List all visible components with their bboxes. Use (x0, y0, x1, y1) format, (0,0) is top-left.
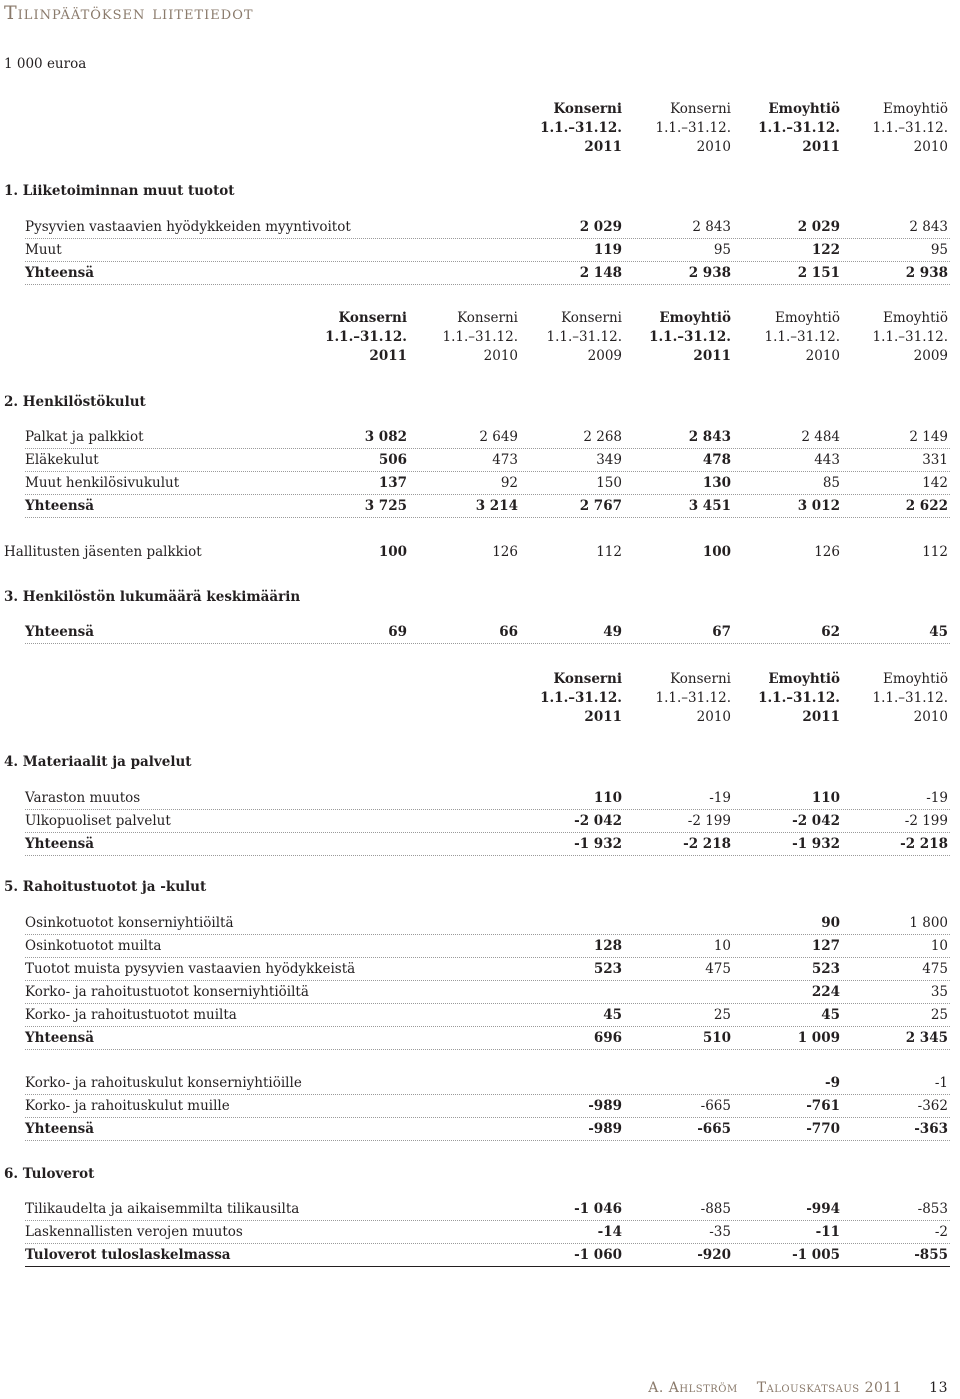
row-label: Palkat ja palkkiot (25, 429, 144, 445)
row-label: Yhteensä (25, 624, 95, 640)
row-value: 66 (499, 624, 518, 640)
row-label: Eläkekulut (25, 452, 99, 468)
row-label: Tilikaudelta ja aikaisemmilta tilikausilta (25, 1201, 300, 1217)
column-header (656, 670, 731, 727)
row-value: 127 (811, 938, 840, 954)
column-header-entity: Konserni (553, 671, 622, 687)
row-value: 2 938 (688, 265, 731, 281)
table-total-row (25, 495, 950, 518)
row-value: -11 (815, 1224, 840, 1240)
row-value: 224 (811, 984, 840, 1000)
row-value: 100 (702, 544, 731, 560)
column-header-year: 2010 (913, 139, 948, 155)
row-value: -362 (917, 1098, 948, 1114)
row-value: 349 (596, 452, 622, 468)
row-value: 100 (378, 544, 407, 560)
footer-company: A. Ahlström (648, 1380, 738, 1396)
column-header (656, 100, 731, 157)
row-label: Hallitusten jäsenten palkkiot (4, 544, 202, 560)
column-header-year: 2011 (802, 709, 840, 725)
row-value: 92 (500, 475, 518, 491)
table-total-row (25, 1118, 950, 1141)
column-header-year: 2010 (483, 348, 518, 364)
unit-label: 1 000 euroa (4, 56, 87, 72)
column-header (758, 100, 840, 157)
column-header-period: 1.1.–31.12. (655, 690, 731, 706)
page-footer (648, 1380, 948, 1396)
column-header-year: 2011 (584, 709, 622, 725)
row-value: 331 (922, 452, 948, 468)
row-value: 45 (603, 1007, 622, 1023)
row-value: -1 932 (574, 836, 622, 852)
row-value: 2 151 (797, 265, 840, 281)
row-label: Yhteensä (25, 498, 95, 514)
row-value: 25 (930, 1007, 948, 1023)
section-title-5: 5. Rahoitustuotot ja -kulut (4, 879, 207, 895)
row-value: -2 042 (792, 813, 840, 829)
row-label: Yhteensä (25, 1030, 95, 1046)
row-label: Korko- ja rahoitustuotot konserniyhtiöiltä (25, 984, 309, 1000)
row-value: 110 (593, 790, 622, 806)
column-header-entity: Emoyhtiö (883, 671, 948, 687)
table-row (25, 1004, 950, 1027)
table-row (25, 239, 950, 262)
row-label: Korko- ja rahoitustuotot muilta (25, 1007, 237, 1023)
column-header-period: 1.1.–31.12. (764, 329, 840, 345)
row-value: 2 938 (905, 265, 948, 281)
table-row (25, 912, 950, 935)
row-value: 2 843 (909, 219, 948, 235)
table-row (25, 935, 950, 958)
column-header-period: 1.1.–31.12. (758, 120, 840, 136)
table-total-row (25, 1244, 950, 1267)
row-value: -1 060 (574, 1247, 622, 1263)
column-header-entity: Emoyhtiö (659, 310, 731, 326)
section-title-1: 1. Liiketoiminnan muut tuotot (4, 183, 235, 199)
row-value: -1 (934, 1075, 948, 1091)
row-label: Ulkopuoliset palvelut (25, 813, 171, 829)
row-value: -885 (700, 1201, 731, 1217)
row-value: -2 218 (900, 836, 948, 852)
column-header (649, 309, 731, 366)
row-value: -1 932 (792, 836, 840, 852)
row-value: 3 214 (475, 498, 518, 514)
table-row (25, 1221, 950, 1244)
row-value: -989 (588, 1098, 622, 1114)
column-header-year: 2011 (369, 348, 407, 364)
table-row (25, 426, 950, 449)
column-header-entity: Konserni (670, 671, 731, 687)
table-row (25, 472, 950, 495)
row-label: Muut henkilösivukulut (25, 475, 180, 491)
row-value: 35 (930, 984, 948, 1000)
row-value: 2 148 (579, 265, 622, 281)
column-header-entity: Emoyhtiö (768, 101, 840, 117)
row-value: 69 (388, 624, 407, 640)
row-value: -770 (806, 1121, 840, 1137)
table-total-row (25, 833, 950, 856)
row-label: Osinkotuotot konserniyhtiöiltä (25, 915, 234, 931)
row-value: -665 (700, 1098, 731, 1114)
row-label: Korko- ja rahoituskulut muille (25, 1098, 230, 1114)
column-header (765, 309, 840, 366)
column-header (325, 309, 407, 366)
row-value: -19 (926, 790, 948, 806)
column-header-year: 2010 (696, 709, 731, 725)
row-label: Muut (25, 242, 62, 258)
column-header (873, 309, 948, 366)
row-value: 506 (378, 452, 407, 468)
row-value: 3 082 (364, 429, 407, 445)
row-value: 2 843 (688, 429, 731, 445)
column-header (540, 670, 622, 727)
row-value: 62 (821, 624, 840, 640)
column-header (540, 100, 622, 157)
row-value: 478 (702, 452, 731, 468)
row-value: -9 (825, 1075, 840, 1091)
row-value: 2 622 (905, 498, 948, 514)
column-header (758, 670, 840, 727)
row-value: -853 (917, 1201, 948, 1217)
row-label: Varaston muutos (25, 790, 141, 806)
table-total-row (25, 262, 950, 285)
column-header-year: 2009 (587, 348, 622, 364)
row-value: -19 (709, 790, 731, 806)
row-value: 523 (811, 961, 840, 977)
row-value: 112 (922, 544, 948, 560)
row-value: 10 (713, 938, 731, 954)
column-header-year: 2011 (802, 139, 840, 155)
row-value: 137 (378, 475, 407, 491)
column-header-year: 2011 (584, 139, 622, 155)
row-label: Yhteensä (25, 836, 95, 852)
board-fees-row (4, 541, 950, 563)
row-label: Pysyvien vastaavien hyödykkeiden myyntivoitot (25, 219, 351, 235)
row-label: Tuloverot tuloslaskelmassa (25, 1247, 231, 1263)
row-value: 3 725 (364, 498, 407, 514)
column-header-period: 1.1.–31.12. (655, 120, 731, 136)
row-value: -855 (914, 1247, 948, 1263)
column-header-year: 2011 (693, 348, 731, 364)
column-header (443, 309, 518, 366)
row-value: -2 (934, 1224, 948, 1240)
row-value: 696 (593, 1030, 622, 1046)
row-value: 128 (593, 938, 622, 954)
row-label: Yhteensä (25, 1121, 95, 1137)
row-value: 142 (922, 475, 948, 491)
row-value: 90 (821, 915, 840, 931)
column-header (873, 100, 948, 157)
column-header-period: 1.1.–31.12. (325, 329, 407, 345)
column-header-period: 1.1.–31.12. (442, 329, 518, 345)
row-value: -920 (697, 1247, 731, 1263)
row-value: 95 (713, 242, 731, 258)
row-value: -2 199 (687, 813, 731, 829)
row-value: 2 029 (797, 219, 840, 235)
row-value: 45 (821, 1007, 840, 1023)
row-value: 443 (814, 452, 840, 468)
row-value: -1 005 (792, 1247, 840, 1263)
row-value: 475 (922, 961, 948, 977)
row-value: 475 (705, 961, 731, 977)
row-value: 67 (712, 624, 731, 640)
column-header-entity: Emoyhtiö (775, 310, 840, 326)
row-value: 25 (713, 1007, 731, 1023)
row-label: Laskennallisten verojen muutos (25, 1224, 243, 1240)
row-value: -2 199 (904, 813, 948, 829)
row-value: 2 268 (583, 429, 622, 445)
row-value: -363 (914, 1121, 948, 1137)
column-header-period: 1.1.–31.12. (649, 329, 731, 345)
row-value: 119 (593, 242, 622, 258)
column-header-entity: Konserni (670, 101, 731, 117)
column-header-year: 2010 (696, 139, 731, 155)
column-header-period: 1.1.–31.12. (540, 690, 622, 706)
section-title-3: 3. Henkilöstön lukumäärä keskimäärin (4, 589, 301, 605)
row-value: -994 (806, 1201, 840, 1217)
column-header-period: 1.1.–31.12. (758, 690, 840, 706)
table-row (25, 787, 950, 810)
row-value: 1 800 (909, 915, 948, 931)
section-title-6: 6. Tuloverot (4, 1166, 95, 1182)
row-value: -665 (697, 1121, 731, 1137)
column-header-year: 2010 (913, 709, 948, 725)
row-value: 3 012 (797, 498, 840, 514)
footer-page-number: 13 (929, 1380, 948, 1396)
row-value: -761 (806, 1098, 840, 1114)
row-value: 2 149 (909, 429, 948, 445)
table-row (25, 1198, 950, 1221)
column-header-period: 1.1.–31.12. (872, 120, 948, 136)
table-total-row (25, 1027, 950, 1050)
row-value: 3 451 (688, 498, 731, 514)
column-header (873, 670, 948, 727)
table-row (25, 216, 950, 239)
row-value: 150 (596, 475, 622, 491)
column-header-year: 2010 (805, 348, 840, 364)
row-value: 49 (603, 624, 622, 640)
column-header-entity: Emoyhtiö (768, 671, 840, 687)
table-total-row (25, 621, 950, 644)
section-title-2: 2. Henkilöstökulut (4, 394, 146, 410)
row-label: Osinkotuotot muilta (25, 938, 162, 954)
row-value: 126 (814, 544, 840, 560)
row-value: 122 (811, 242, 840, 258)
row-label: Yhteensä (25, 265, 95, 281)
table-row (25, 810, 950, 833)
row-value: -2 218 (683, 836, 731, 852)
row-value: 110 (811, 790, 840, 806)
column-header-period: 1.1.–31.12. (546, 329, 622, 345)
column-header-period: 1.1.–31.12. (540, 120, 622, 136)
row-value: 2 843 (692, 219, 731, 235)
table-row (25, 449, 950, 472)
column-header-entity: Konserni (553, 101, 622, 117)
row-value: 10 (930, 938, 948, 954)
row-value: -14 (597, 1224, 622, 1240)
row-value: 1 009 (797, 1030, 840, 1046)
page-title: Tilinpäätöksen liitetiedot (4, 2, 254, 24)
column-header-year: 2009 (913, 348, 948, 364)
row-label: Tuotot muista pysyvien vastaavien hyödykkeistä (25, 961, 356, 977)
column-header-entity: Konserni (457, 310, 518, 326)
row-value: 473 (492, 452, 518, 468)
row-value: 112 (596, 544, 622, 560)
row-value: 2 649 (479, 429, 518, 445)
row-value: 85 (822, 475, 840, 491)
row-value: 45 (929, 624, 948, 640)
column-header-entity: Emoyhtiö (883, 101, 948, 117)
row-value: -1 046 (574, 1201, 622, 1217)
row-value: 126 (492, 544, 518, 560)
row-value: -989 (588, 1121, 622, 1137)
column-header-period: 1.1.–31.12. (872, 690, 948, 706)
column-header-entity: Konserni (561, 310, 622, 326)
column-header-period: 1.1.–31.12. (872, 329, 948, 345)
row-value: 510 (702, 1030, 731, 1046)
table-row (25, 981, 950, 1004)
row-value: -35 (709, 1224, 731, 1240)
row-value: 130 (702, 475, 731, 491)
column-header-entity: Emoyhtiö (883, 310, 948, 326)
row-value: 2 484 (801, 429, 840, 445)
section-title-4: 4. Materiaalit ja palvelut (4, 754, 192, 770)
table-row (25, 1072, 950, 1095)
row-value: 2 345 (905, 1030, 948, 1046)
row-value: 523 (593, 961, 622, 977)
footer-report: Talouskatsaus 2011 (756, 1380, 903, 1396)
row-label: Korko- ja rahoituskulut konserniyhtiöille (25, 1075, 302, 1091)
row-value: 2 029 (579, 219, 622, 235)
row-value: 95 (930, 242, 948, 258)
table-row (25, 958, 950, 981)
row-value: 2 767 (579, 498, 622, 514)
column-header-entity: Konserni (338, 310, 407, 326)
table-row (25, 1095, 950, 1118)
column-header (547, 309, 622, 366)
row-value: -2 042 (574, 813, 622, 829)
